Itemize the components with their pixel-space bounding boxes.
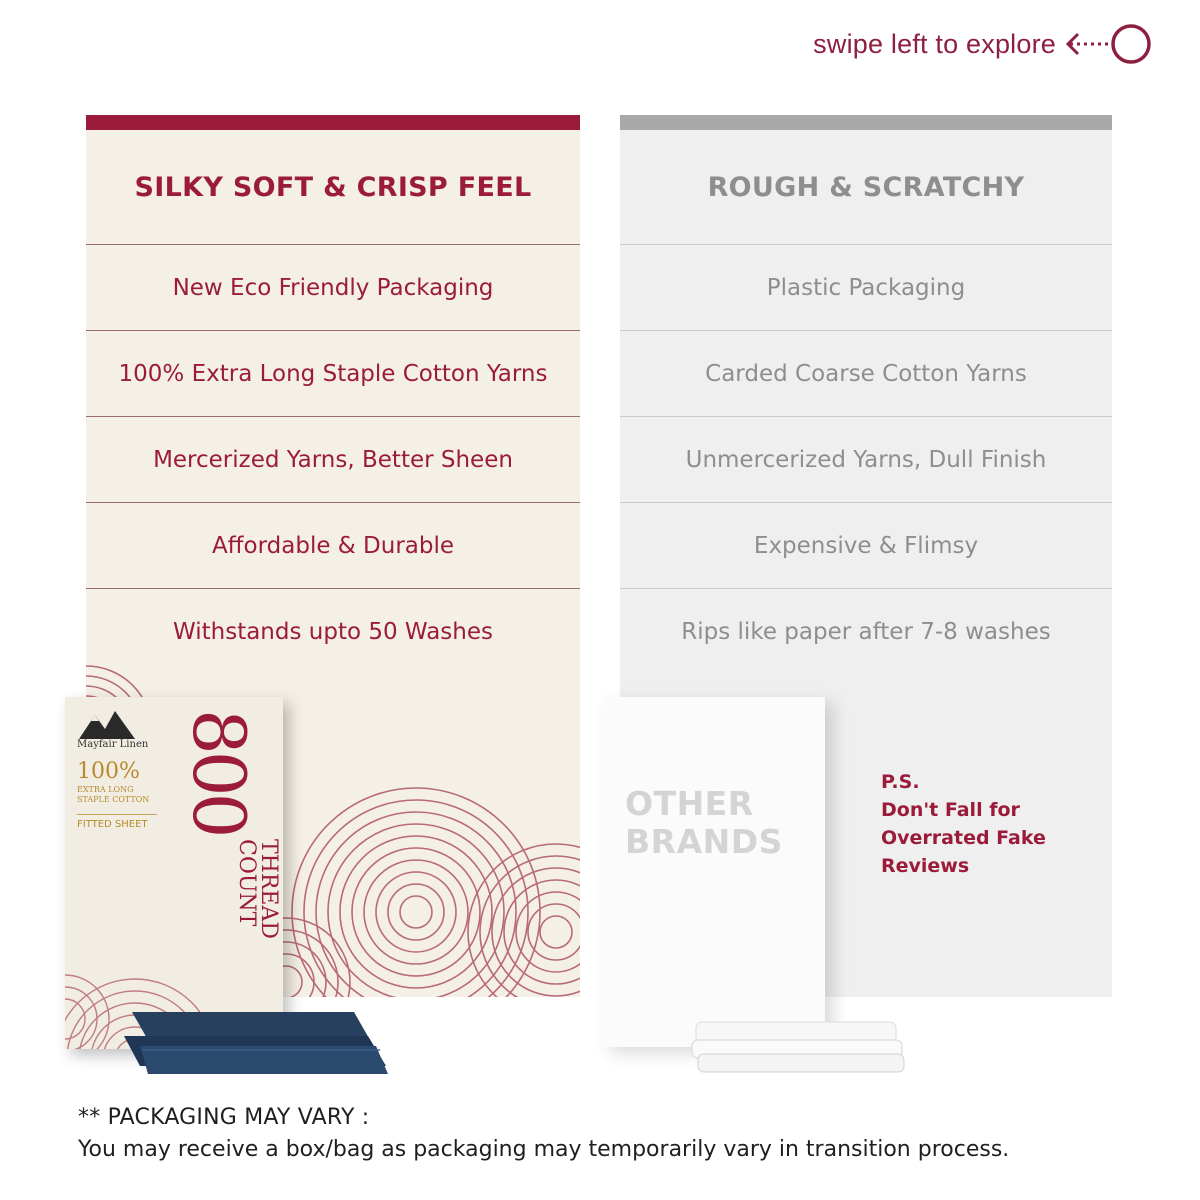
count-label-line: COUNT [234,839,259,927]
left-row: 100% Extra Long Staple Cotton Yarns [86,330,580,416]
right-row: Carded Coarse Cotton Yarns [620,330,1112,416]
left-row: New Eco Friendly Packaging [86,244,580,330]
percent-badge: 100% [77,759,140,784]
right-row: Unmercerized Yarns, Dull Finish [620,416,1112,502]
ps-line: P.S. [881,771,920,793]
folded-white-sheet-image [688,1018,908,1076]
packaging-note-title: ** PACKAGING MAY VARY : [78,1105,370,1130]
right-row: Plastic Packaging [620,244,1112,330]
right-row: Rips like paper after 7-8 washes [620,588,1112,674]
left-row: Affordable & Durable [86,502,580,588]
mountain-logo-icon [79,709,135,739]
ps-note [881,768,1046,880]
swipe-arrow-icon [1064,22,1154,66]
product-box [65,697,283,1049]
thread-count-number: 800 [177,709,261,835]
packaging-note [78,1102,1009,1166]
swipe-hint [813,22,1154,66]
swipe-label: swipe left to explore [813,28,1056,59]
staple-text [77,785,167,805]
right-row: Expensive & Flimsy [620,502,1112,588]
staple-line: STAPLE COTTON [77,795,150,804]
brands-line: BRANDS [625,822,783,861]
ps-line: Overrated Fake [881,827,1046,849]
staple-line: EXTRA LONG [77,785,134,794]
ps-line: Don't Fall for [881,799,1020,821]
left-accent-bar [86,115,580,130]
left-row: Mercerized Yarns, Better Sheen [86,416,580,502]
fitted-sheet-label: FITTED SHEET [77,814,157,830]
other-line: OTHER [625,784,754,823]
right-heading: ROUGH & SCRATCHY [707,171,1025,203]
packaging-note-body: You may receive a box/bag as packaging may temporarily vary in transition process. [78,1137,1010,1162]
thread-label-line: THREAD [256,839,281,940]
left-heading: SILKY SOFT & CRISP FEEL [134,171,532,203]
other-brands-box [603,697,825,1047]
folded-blue-sheet-image [118,1006,388,1078]
brand-name: Mayfair Linen [77,739,149,750]
other-brands-label [625,785,783,861]
ps-line: Reviews [881,855,970,877]
left-row: Withstands upto 50 Washes [86,588,580,674]
right-accent-bar [620,115,1112,130]
thread-count-label [235,839,279,939]
